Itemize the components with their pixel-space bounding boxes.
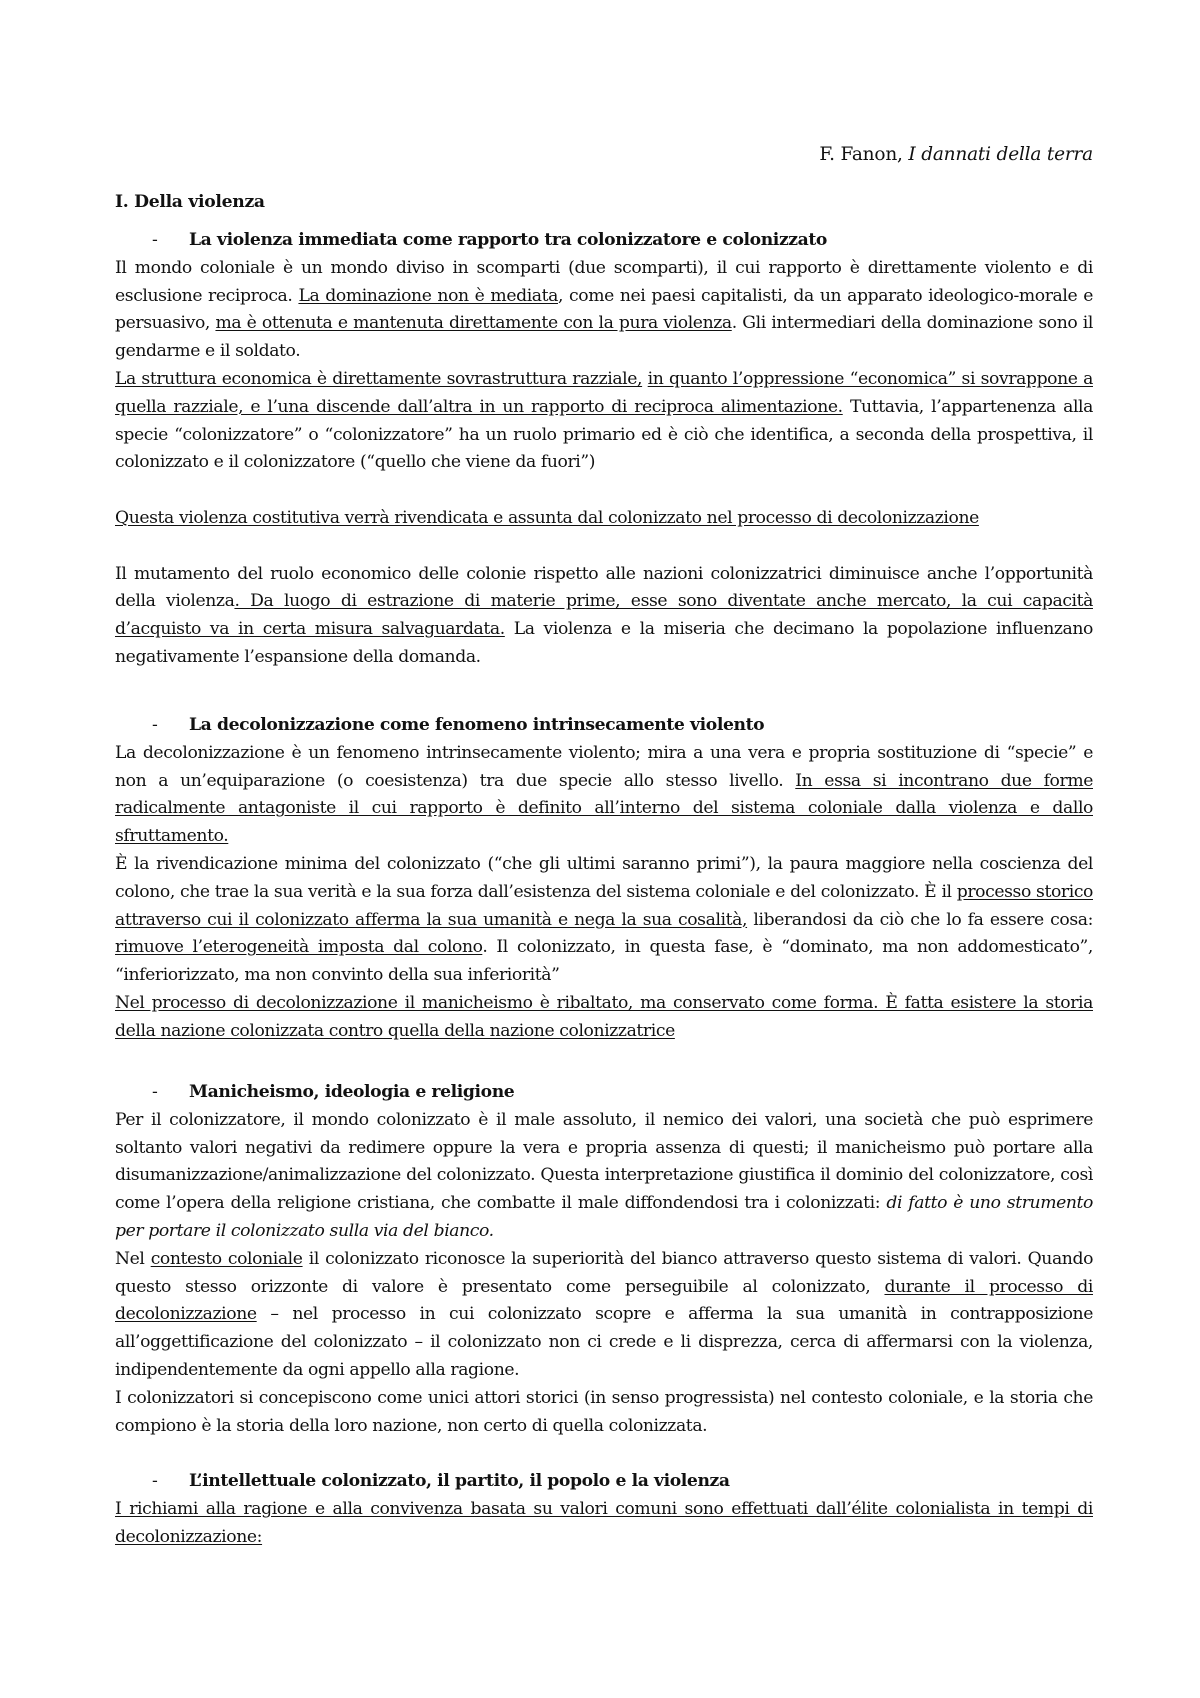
author-name: F. Fanon, xyxy=(819,144,903,165)
paragraph: La decolonizzazione è un fenomeno intrinsecamente violento; mira a una vera e propria sostituzione di “specie” e non a un’equiparazione (o coesistenza) tra due specie allo stesso livello. In essa si incontrano due forme radicalmente antagoniste il cui rapporto è definito all’interno del sistema coloniale dalla violenza e dallo sfruttamento. xyxy=(115,742,1093,847)
section-title: L’intellettuale colonizzato, il partito, il popolo e la violenza xyxy=(189,1471,730,1491)
section-title: Manicheismo, ideologia e religione xyxy=(189,1082,515,1102)
paragraph: Il mondo coloniale è un mondo diviso in scomparti (due scomparti), il cui rapporto è direttamente violento e di esclusione reciproca. La dominazione non è mediata, come nei paesi capitalisti, da un apparato ideologico-morale e persuasivo, ma è ottenuta e mantenuta direttamente con la pura violenza. Gli intermediari della dominazione sono il gendarme e il soldato. xyxy=(115,257,1093,362)
section-title: La decolonizzazione come fenomeno intrinsecamente violento xyxy=(189,715,765,735)
paragraph: I colonizzatori si concepiscono come unici attori storici (in senso progressista) nel contesto coloniale, e la storia che compiono è la storia della loro nazione, non certo di quella colonizzata. xyxy=(115,1387,1093,1436)
section-heading xyxy=(115,1468,1093,1496)
section-intellettuale xyxy=(115,1468,1093,1551)
section-manicheismo xyxy=(115,1079,1093,1440)
paragraph: I richiami alla ragione e alla convivenza basata su valori comuni sono effettuati dall’élite colonialista in tempi di decolonizzazione: xyxy=(115,1498,1093,1547)
paragraph: È la rivendicazione minima del colonizzato (“che gli ultimi saranno primi”), la paura maggiore nella coscienza del colono, che trae la sua verità e la sua forza dall’esistenza del sistema coloniale e del colonizzato. È il processo storico attraverso cui il colonizzato afferma la sua umanità e nega la sua cosalità, liberandosi da ciò che lo fa essere cosa: rimuove l’eterogeneità imposta dal colono. Il colonizzato, in questa fase, è “dominato, ma non addomesticato”, “inferiorizzato, ma non convinto della sua inferiorità” xyxy=(115,853,1094,986)
paragraph: Il mutamento del ruolo economico delle colonie rispetto alle nazioni colonizzatrici diminuisce anche l’opportunità della violenza. Da luogo di estrazione di materie prime, esse sono diventate anche mercato, la cui capacità d’acquisto va in certa misura salvaguardata. La violenza e la miseria che decimano la popolazione influenzano negativamente l’espansione della domanda. xyxy=(115,563,1093,667)
list-dash: - xyxy=(152,230,158,250)
section-decolonizzazione xyxy=(115,712,1093,1046)
paragraph: Nel processo di decolonizzazione il manicheismo è ribaltato, ma conservato come forma. È fatta esistere la storia della nazione colonizzata contro quella della nazione colonizzatrice xyxy=(115,992,1093,1041)
paragraph: Nel contesto coloniale il colonizzato riconosce la superiorità del bianco attraverso questo sistema di valori. Quando questo stesso orizzonte di valore è presentato come perseguibile al colonizzato, durante il processo di decolonizzazione – nel processo in cui colonizzato scopre e afferma la sua umanità in contrapposizione all’oggettificazione del colonizzato – il colonizzato non ci crede e li disprezza, cerca di affermarsi con la violenza, indipendentemente da ogni appello alla ragione. xyxy=(115,1248,1094,1380)
section-title: La violenza immediata come rapporto tra colonizzatore e colonizzato xyxy=(189,230,827,250)
list-dash: - xyxy=(152,1471,158,1491)
section-heading xyxy=(115,712,1093,740)
paragraph: Questa violenza costitutiva verrà rivendicata e assunta dal colonizzato nel processo di decolonizzazione xyxy=(115,507,979,528)
section-violenza-immediata xyxy=(115,227,1093,672)
author-title-line xyxy=(819,141,1093,169)
paragraph: Per il colonizzatore, il mondo colonizzato è il male assoluto, il nemico dei valori, una società che può esprimere soltanto valori negativi da redimere oppure la vera e propria assenza di questi; il manicheismo può portare alla disumanizzazione/animalizzazione del colonizzato. Questa interpretazione giustifica il dominio del colonizzatore, così come l’opera della religione cristiana, che combatte il male diffondendosi tra i colonizzati: di fatto è uno strumento per portare il colonizzato sulla via del bianco. xyxy=(115,1109,1093,1241)
chapter-heading: I. Della violenza xyxy=(115,192,265,212)
work-title: I dannati della terra xyxy=(908,144,1093,165)
list-dash: - xyxy=(152,1082,158,1102)
paragraph: La struttura economica è direttamente sovrastruttura razziale, in quanto l’oppressione “economica” si sovrappone a quella razziale, e l’una discende dall’altra in un rapporto di reciproca alimentazione. Tuttavia, l’appartenenza alla specie “colonizzatore” o “colonizzatore” ha un ruolo primario ed è ciò che identifica, a seconda della prospettiva, il colonizzato e il colonizzatore (“quello che viene da fuori”) xyxy=(115,368,1093,473)
section-heading xyxy=(115,227,1093,255)
list-dash: - xyxy=(152,715,158,735)
section-heading xyxy=(115,1079,1093,1107)
